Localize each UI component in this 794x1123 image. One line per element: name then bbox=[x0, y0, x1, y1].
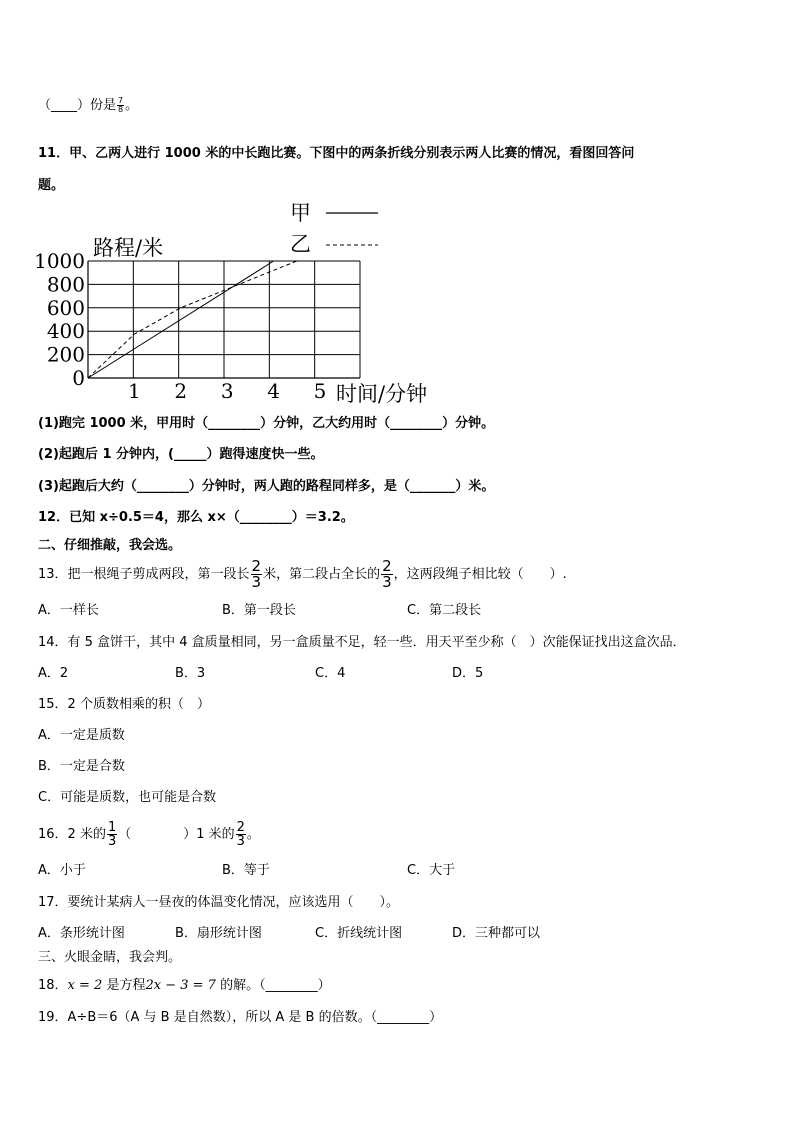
q11-sub3: (3)起跑后大约（________）分钟时，两人跑的路程同样多，是（_______）米。 bbox=[38, 479, 495, 494]
x-tick-label: 4 bbox=[267, 379, 280, 403]
x-tick-label: 3 bbox=[220, 379, 234, 403]
q18-part2: 是方程 bbox=[106, 978, 146, 993]
q11-sub1: (1)跑完 1000 米，甲用时（________）分钟，乙大约用时（________）分钟。 bbox=[38, 416, 495, 431]
q15-option-b[interactable]: B．一定是合数 bbox=[38, 759, 125, 774]
q16-text bbox=[38, 818, 260, 852]
top-line-text: （____）份是 bbox=[38, 98, 117, 113]
q17-text: 17．要统计某病人一昼夜的体温变化情况，应该选用（ ）。 bbox=[38, 895, 400, 910]
fraction-2-3 bbox=[381, 559, 393, 590]
q13-option-b[interactable]: B．第一段长 bbox=[222, 603, 296, 618]
frac-num: 7 bbox=[118, 96, 124, 105]
section-2-heading: 二、仔细推敲，我会选。 bbox=[38, 538, 182, 553]
fraction-1-3 bbox=[107, 821, 117, 848]
frac-num: 1 bbox=[107, 820, 117, 835]
legend-label-jia: 甲 bbox=[290, 201, 311, 225]
section-3-heading: 三、火眼金睛，我会判。 bbox=[38, 950, 182, 965]
q13-part1: 13．把一根绳子剪成两段，第一段长 bbox=[38, 567, 250, 582]
q13-option-a[interactable]: A．一样长 bbox=[38, 603, 99, 618]
frac-den: 3 bbox=[236, 834, 245, 849]
q18-text bbox=[38, 978, 331, 994]
frac-den: 3 bbox=[382, 573, 392, 591]
frac-den: 3 bbox=[107, 834, 117, 849]
frac-num: 2 bbox=[382, 557, 392, 575]
y-tick-label: 0 bbox=[72, 366, 85, 390]
frac-num: 2 bbox=[236, 820, 245, 835]
q17-option-a[interactable]: A．条形统计图 bbox=[38, 926, 125, 941]
q13-part3: ，这两段绳子相比较（ ）. bbox=[393, 567, 567, 582]
q16-option-a[interactable]: A．小于 bbox=[38, 863, 86, 878]
series-yi-line bbox=[88, 261, 297, 378]
q13-option-c[interactable]: C．第二段长 bbox=[407, 603, 482, 618]
q15-text: 15．2 个质数相乘的积（ ） bbox=[38, 697, 210, 712]
q14-option-b[interactable]: B．3 bbox=[175, 666, 206, 681]
x-axis-label: 时间/分钟 bbox=[336, 382, 428, 406]
q18-part1: 18． bbox=[38, 978, 68, 993]
q17-option-c[interactable]: C．折线统计图 bbox=[315, 926, 403, 941]
q11-sub2: (2)起跑后 1 分钟内，(_____）跑得速度快一些。 bbox=[38, 447, 324, 462]
frac-num: 2 bbox=[251, 557, 262, 575]
frac-den: 8 bbox=[118, 105, 124, 114]
q14-text: 14．有 5 盒饼干，其中 4 盒质量相同，另一盒质量不足，轻一些．用天平至少称（ ）次能保证找出这盒次品． bbox=[38, 635, 686, 650]
fraction-2-3 bbox=[251, 559, 263, 590]
y-tick-label: 800 bbox=[46, 272, 85, 297]
q14-option-c[interactable]: C．4 bbox=[315, 666, 346, 681]
q11-text-line1: 11．甲、乙两人进行 1000 米的中长跑比赛。下图中的两条折线分别表示两人比赛的情况，看图回答问 bbox=[38, 146, 635, 161]
top-line bbox=[38, 97, 138, 114]
y-tick-label: 1000 bbox=[34, 249, 85, 273]
x-tick-label: 2 bbox=[174, 379, 188, 403]
y-tick-label: 600 bbox=[46, 295, 85, 320]
fraction-7-8 bbox=[117, 97, 124, 114]
q16-option-c[interactable]: C．大于 bbox=[407, 863, 456, 878]
line-chart bbox=[30, 195, 500, 410]
x-tick-label: 1 bbox=[128, 379, 141, 403]
series-jia-line bbox=[88, 261, 274, 378]
q16-part1: 16．2 米的 bbox=[38, 827, 106, 842]
y-tick-label: 200 bbox=[46, 342, 85, 367]
y-axis-label: 路程/米 bbox=[93, 236, 164, 260]
legend-label-yi: 乙 bbox=[290, 232, 311, 256]
q17-option-b[interactable]: B．扇形统计图 bbox=[175, 926, 262, 941]
q14-option-a[interactable]: A．2 bbox=[38, 666, 69, 681]
q18-part3: 的解。（________） bbox=[220, 978, 331, 993]
q13-part2: 米，第二段占全长的 bbox=[263, 567, 381, 582]
top-line-suffix: 。 bbox=[125, 98, 139, 113]
q12-text: 12．已知 x÷0.5＝4，那么 x×（________）＝3.2。 bbox=[38, 510, 354, 525]
q16-part2: （ ）1 米的 bbox=[118, 827, 235, 842]
q11-text-line2: 题。 bbox=[38, 178, 65, 193]
q16-part3: 。 bbox=[246, 827, 260, 842]
y-tick-label: 400 bbox=[46, 319, 85, 344]
x-tick-label: 5 bbox=[313, 379, 327, 403]
q14-option-d[interactable]: D．5 bbox=[452, 666, 484, 681]
fraction-2-3 bbox=[236, 821, 246, 848]
q16-option-b[interactable]: B．等于 bbox=[222, 863, 270, 878]
q15-option-a[interactable]: A．一定是质数 bbox=[38, 728, 125, 743]
q18-equation: 2x − 3 = 7 bbox=[145, 978, 216, 993]
q19-text: 19．A÷B＝6（A 与 B 是自然数），所以 A 是 B 的倍数。（________） bbox=[38, 1010, 443, 1025]
frac-den: 3 bbox=[251, 573, 262, 591]
q17-option-d[interactable]: D．三种都可以 bbox=[452, 926, 541, 941]
q13-text bbox=[38, 558, 567, 592]
q18-equation-x: x = 2 bbox=[67, 978, 103, 993]
q15-option-c[interactable]: C．可能是质数，也可能是合数 bbox=[38, 790, 217, 805]
